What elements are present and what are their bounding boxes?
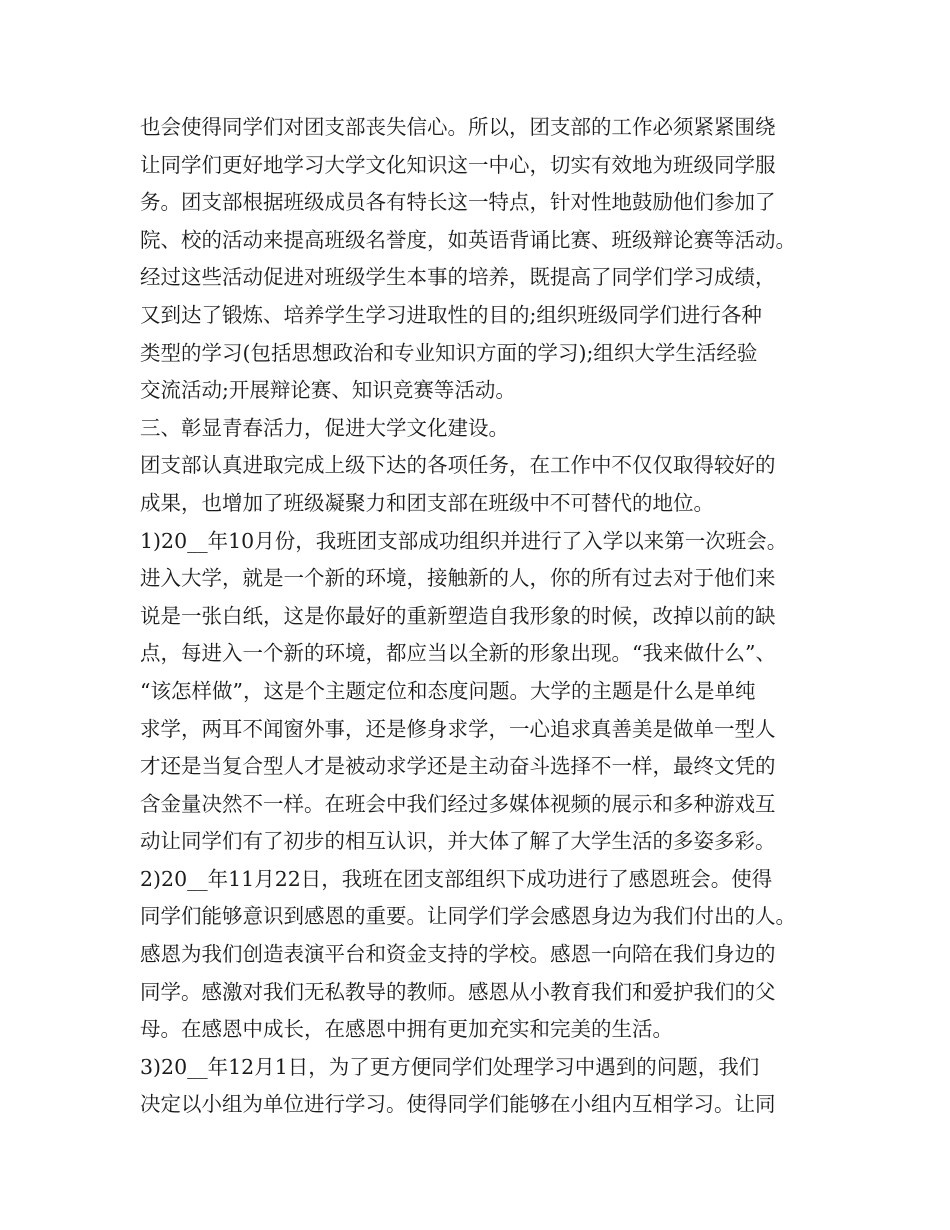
text-line: 经过这些活动促进对班级学生本事的培养，既提高了同学们学习成绩， bbox=[140, 265, 776, 290]
text-line: 类型的学习(包括思想政治和专业知识方面的学习);组织大学生活经验 bbox=[140, 340, 758, 365]
text-line: 同学们能够意识到感恩的重要。让同学们学会感恩身边为我们付出的人。 bbox=[140, 904, 796, 929]
section-heading: 三、彰显青春活力，促进大学文化建设。 bbox=[140, 415, 509, 440]
text-line: 团支部认真进取完成上级下达的各项任务，在工作中不仅仅取得较好的 bbox=[140, 453, 776, 478]
text-line: 感恩为我们创造表演平台和资金支持的学校。感恩一向陪在我们身边的 bbox=[140, 942, 776, 967]
text-line: 同学。感激对我们无私教导的教师。感恩从小教育我们和爱护我们的父 bbox=[140, 979, 776, 1004]
list-item-start: 2)20__年11月22日，我班在团支部组织下成功进行了感恩班会。使得 bbox=[140, 866, 773, 891]
list-item-start: 3)20__年12月1日，为了更方便同学们处理学习中遇到的问题，我们 bbox=[140, 1054, 760, 1079]
text-line: 进入大学，就是一个新的环境，接触新的人，你的所有过去对于他们来 bbox=[140, 566, 776, 591]
list-item-start: 1)20__年10月份，我班团支部成功组织并进行了入学以来第一次班会。 bbox=[140, 528, 788, 553]
body-text bbox=[140, 109, 840, 1124]
text-line: “该怎样做”，这是个主题定位和态度问题。大学的主题是什么是单纯 bbox=[140, 678, 756, 703]
text-line: 务。团支部根据班级成员各有特长这一特点，针对性地鼓励他们参加了 bbox=[140, 190, 776, 215]
text-line: 动让同学们有了初步的相互认识，并大体了解了大学生活的多姿多彩。 bbox=[140, 829, 776, 854]
text-line: 母。在感恩中成长，在感恩中拥有更加充实和完美的生活。 bbox=[140, 1017, 673, 1042]
text-line: 说是一张白纸，这是你最好的重新塑造自我形象的时候，改掉以前的缺 bbox=[140, 603, 776, 628]
text-line: 才还是当复合型人才是被动求学还是主动奋斗选择不一样，最终文凭的 bbox=[140, 754, 776, 779]
text-line: 决定以小组为单位进行学习。使得同学们能够在小组内互相学习。让同 bbox=[140, 1092, 776, 1117]
text-line: 成果，也增加了班级凝聚力和团支部在班级中不可替代的地位。 bbox=[140, 490, 714, 515]
text-line: 含金量决然不一样。在班会中我们经过多媒体视频的展示和多种游戏互 bbox=[140, 791, 776, 816]
text-line: 院、校的活动来提高班级名誉度，如英语背诵比赛、班级辩论赛等活动。 bbox=[140, 227, 796, 252]
text-line: 也会使得同学们对团支部丧失信心。所以，团支部的工作必须紧紧围绕 bbox=[140, 115, 776, 139]
text-line: 交流活动;开展辩论赛、知识竞赛等活动。 bbox=[140, 378, 516, 403]
text-line: 又到达了锻炼、培养学生学习进取性的目的;组织班级同学们进行各种 bbox=[140, 302, 762, 327]
text-line: 点，每进入一个新的环境，都应当以全新的形象出现。“我来做什么”、 bbox=[140, 641, 776, 666]
text-line: 求学，两耳不闻窗外事，还是修身求学，一心追求真善美是做单一型人 bbox=[140, 716, 776, 741]
text-line: 让同学们更好地学习大学文化知识这一中心，切实有效地为班级同学服 bbox=[140, 152, 776, 177]
